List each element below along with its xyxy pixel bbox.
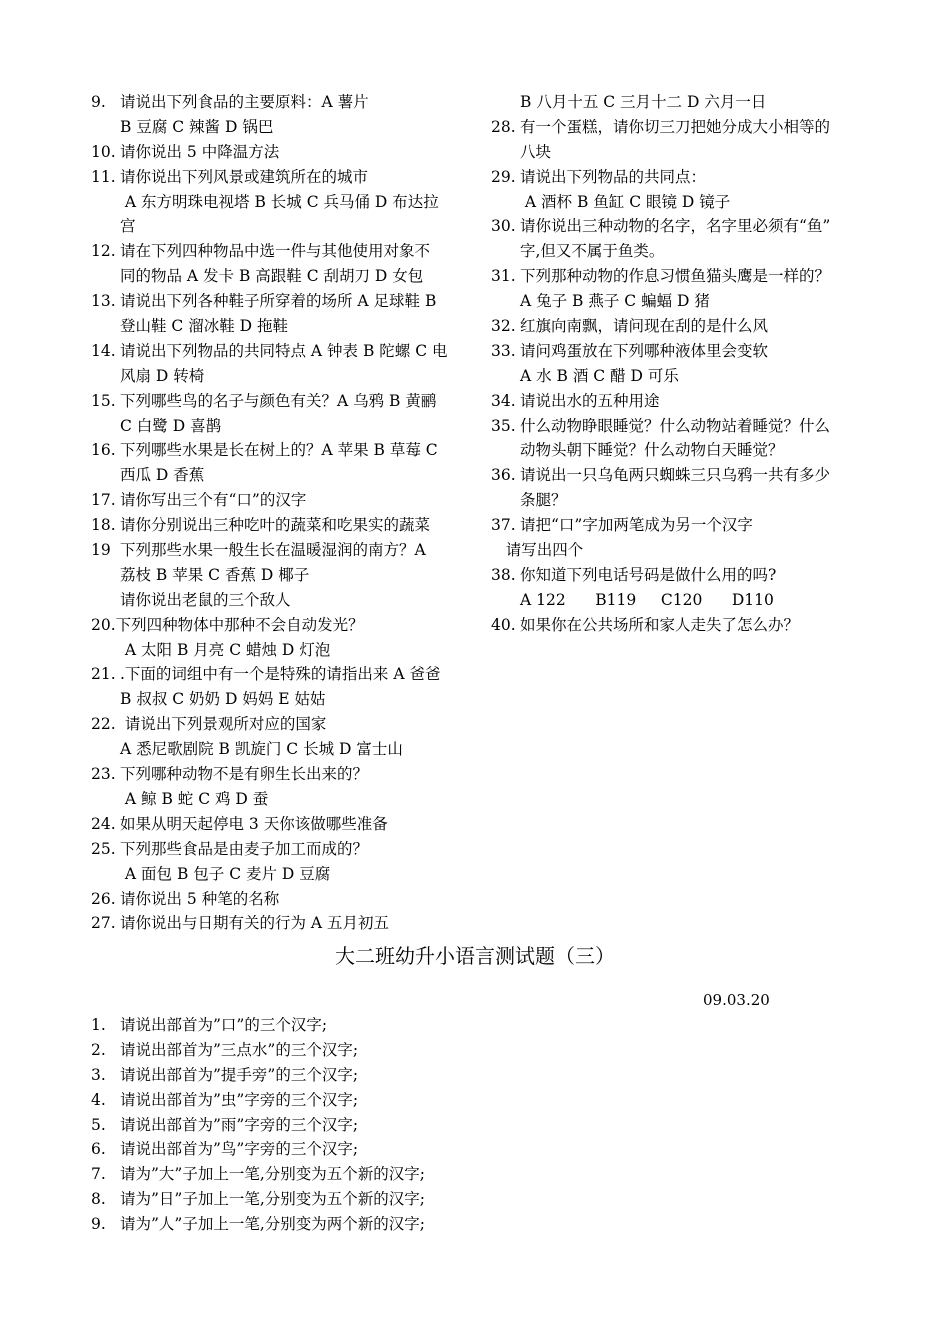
question-line [491,463,876,488]
question-line [491,613,876,638]
question-text: 红旗向南飘，请问现在刮的是什么风 [520,317,769,336]
question-line [91,190,476,215]
question-text: 请为”人”子加上一笔,分别变为两个新的汉字; [120,1215,425,1234]
question-text: 条腿？ [520,491,567,510]
question-number: 25. [91,839,116,858]
question-number: 18. [91,516,116,535]
question-text: 请说出部首为”鸟”字旁的三个汉字; [120,1140,359,1159]
question-number: 26. [91,889,116,908]
question-line [491,513,876,538]
question-line [91,488,476,513]
question-line [91,239,476,264]
question-line [91,115,476,140]
question-text: 下列那些水果一般生长在温暖湿润的南方？A [120,541,426,560]
question-text: 如果从明天起停电 3 天你该做哪些准备 [120,814,388,833]
question-text: 请说出下列物品的共同特点 A 钟表 B 陀螺 C 电 [120,341,448,360]
question-line [91,1038,591,1063]
question-text: 下列那些食品是由麦子加工而成的？ [120,839,369,858]
question-number: 4. [91,1090,106,1109]
question-text: 请说出部首为”虫”字旁的三个汉字; [120,1090,359,1109]
question-text: 宫 [120,217,136,236]
question-number: 30. [491,217,516,236]
question-line [91,862,476,887]
question-number: 33. [491,341,516,360]
question-line [491,588,876,613]
question-line [91,1187,591,1212]
question-line [91,812,476,837]
question-line [91,438,476,463]
question-text: 请说出部首为”提手旁”的三个汉字; [120,1065,359,1084]
question-text: B 叔叔 C 奶奶 D 妈妈 E 姑姑 [120,690,326,709]
question-line [491,438,876,463]
question-line [91,1063,591,1088]
question-line [91,737,476,762]
question-text: 请你说出下列风景或建筑所在的城市 [120,167,369,186]
question-number: 28. [491,117,516,136]
question-line [491,115,876,140]
question-line [91,787,476,812]
question-line [91,463,476,488]
question-line [491,488,876,513]
question-number: 23. [91,765,116,784]
question-text: 请说出下列食品的主要原料：A 薯片 [120,93,369,111]
question-number: 36. [491,466,516,485]
question-number: 29. [491,167,516,186]
question-text: 请你说出 5 种笔的名称 [120,889,280,908]
question-number: 21. [91,665,116,684]
question-text: A 太阳 B 月亮 C 蜡烛 D 灯泡 [120,640,331,659]
question-line [491,214,876,239]
question-line [91,762,476,787]
question-text: 如果你在公共场所和家人走失了怎么办？ [520,615,800,634]
question-number: 13. [91,292,116,311]
question-text: A 酒杯 B 鱼缸 C 眼镜 D 镜子 [520,192,731,211]
question-line [91,588,476,613]
question-line [91,538,476,563]
question-line [91,1137,591,1162]
question-text: 请在下列四种物品中选一件与其他使用对象不 [120,242,431,261]
question-number: 15. [91,391,116,410]
question-line [91,389,476,414]
question-number: 16. [91,441,116,460]
question-line [491,90,876,115]
question-text: 有一个蛋糕，请你切三刀把她分成大小相等的 [520,117,831,136]
question-line [491,289,876,314]
question-text: 请说出下列景观所对应的国家 [120,715,327,734]
question-text: 请写出四个 [491,541,584,560]
question-text: 请说出部首为”口”的三个汉字; [120,1016,328,1034]
question-text: 请你说出 5 中降温方法 [120,142,280,161]
question-line [91,289,476,314]
question-text: 请你分别说出三种吃叶的蔬菜和吃果实的蔬菜 [120,516,431,535]
question-text: 下列哪些水果是长在树上的？A 苹果 B 草莓 C [120,441,438,460]
question-line [91,1088,591,1113]
question-number: 12. [91,242,116,261]
question-number: 37. [491,516,516,535]
question-number: 32. [491,317,516,336]
question-number: 17. [91,491,116,510]
question-text: 什么动物睁眼睡觉？什么动物站着睡觉？什么 [520,416,831,435]
question-line [91,638,476,663]
question-line [91,1162,591,1187]
question-line [491,364,876,389]
question-line [91,364,476,389]
question-number: 19 [91,541,111,560]
question-number: 34. [491,391,516,410]
question-text: A 鲸 B 蛇 C 鸡 D 蚕 [120,789,269,808]
question-number: 24. [91,814,116,833]
question-number: 40. [491,615,516,634]
question-number: 38. [491,565,516,584]
question-line [91,613,476,638]
question-text: 请你说出老鼠的三个敌人 [120,590,291,609]
question-text: 请说出一只乌龟两只蜘蛛三只乌鸦一共有多少 [520,466,831,485]
question-text: 下列哪些鸟的名子与颜色有关？A 乌鸦 B 黄鹂 [120,391,437,410]
section-date: 09.03.20 [703,991,770,1009]
question-line [91,662,476,687]
question-line [91,837,476,862]
question-text: C 白鹭 D 喜鹊 [120,416,222,435]
question-line [491,314,876,339]
question-line [91,414,476,439]
question-number: 8. [91,1190,106,1209]
section-title: 大二班幼升小语言测试题（三） [335,944,615,968]
question-line [91,887,476,912]
question-text: 请说出部首为”雨”字旁的三个汉字; [120,1115,359,1134]
question-text: 字,但又不属于鱼类。 [520,242,665,261]
question-text: 西瓜 D 香蕉 [120,466,205,485]
left-question-column [91,90,476,936]
question-number: 7. [91,1165,106,1184]
question-line [491,389,876,414]
question-text: 下列哪种动物不是有卵生长出来的？ [120,765,369,784]
question-text: 同的物品 A 发卡 B 高跟鞋 C 刮胡刀 D 女包 [120,267,424,286]
question-text: 你知道下列电话号码是做什么用的吗? [520,565,777,584]
question-line [491,414,876,439]
question-text: 请为”日”子加上一笔,分别变为五个新的汉字; [120,1190,425,1209]
question-number: 5. [91,1115,106,1134]
question-line [491,339,876,364]
question-text: A 东方明珠电视塔 B 长城 C 兵马俑 D 布达拉 [120,192,439,211]
question-text: .下面的词组中有一个是特殊的请指出来 A 爸爸 [120,665,441,684]
question-line [91,264,476,289]
question-text: A 122 B119 C120 D110 [520,590,774,609]
question-line [491,239,876,264]
question-number: 22. [91,715,116,734]
question-line [91,911,476,936]
question-line [91,140,476,165]
question-text: 下列那种动物的作息习惯鱼猫头鹰是一样的？ [520,267,831,286]
question-text: A 面包 B 包子 C 麦片 D 豆腐 [120,864,331,883]
question-line [91,712,476,737]
question-line [91,214,476,239]
question-number: 9. [91,93,106,111]
question-line [91,1013,591,1038]
question-line [91,90,476,115]
question-line [91,687,476,712]
question-text: A 水 B 酒 C 醋 D 可乐 [520,366,679,385]
question-number: 11. [91,167,116,186]
question-text: 请你说出三种动物的名字，名字里必须有“鱼” [520,217,831,236]
question-text: 请说出下列物品的共同点： [520,167,707,186]
question-text: 登山鞋 C 溜冰鞋 D 拖鞋 [120,317,288,336]
question-text: 请说出水的五种用途 [520,391,660,410]
question-number: 2. [91,1040,106,1059]
question-number: 10. [91,142,116,161]
question-text: A 兔子 B 燕子 C 蝙蝠 D 猪 [520,292,710,311]
question-text: B 八月十五 C 三月十二 D 六月一日 [520,93,767,111]
right-question-column [491,90,876,638]
question-line [491,190,876,215]
question-text: 请问鸡蛋放在下列哪种液体里会变软 [520,341,769,360]
question-line [91,563,476,588]
question-line [491,563,876,588]
question-text: 请把“口”字加两笔成为另一个汉字 [520,516,753,535]
question-text: 动物头朝下睡觉？什么动物白天睡觉？ [520,441,784,460]
question-number: 14. [91,341,116,360]
question-text: 请说出下列各种鞋子所穿着的场所 A 足球鞋 B [120,292,437,311]
question-text: 荔枝 B 苹果 C 香蕉 D 椰子 [120,565,310,584]
question-line [91,339,476,364]
radical-question-list [91,1013,591,1237]
question-line [91,513,476,538]
question-text: 请你写出三个有“口”的汉字 [120,491,307,510]
question-line [491,165,876,190]
question-line [91,1212,591,1237]
question-line [91,1113,591,1138]
question-number: 35. [491,416,516,435]
question-number: 31. [491,267,516,286]
question-line [491,264,876,289]
question-text: 请说出部首为”三点水”的三个汉字; [120,1040,359,1059]
question-text: B 豆腐 C 辣酱 D 锅巴 [120,117,274,136]
question-text: 20.下列四种物体中那种不会自动发光？ [91,615,364,634]
question-line [491,538,876,563]
question-text: 请你说出与日期有关的行为 A 五月初五 [120,914,390,933]
question-line [91,314,476,339]
question-number: 27. [91,914,116,933]
question-number: 3. [91,1065,106,1084]
question-text: 风扇 D 转椅 [120,366,205,385]
question-line [91,165,476,190]
question-number: 6. [91,1140,106,1159]
question-text: 请为”大”子加上一笔,分别变为五个新的汉字; [120,1165,425,1184]
question-text: A 悉尼歌剧院 B 凯旋门 C 长城 D 富士山 [120,740,403,759]
question-text: 八块 [520,142,552,161]
question-line [491,140,876,165]
question-number: 9. [91,1215,106,1234]
question-number: 1. [91,1016,106,1034]
